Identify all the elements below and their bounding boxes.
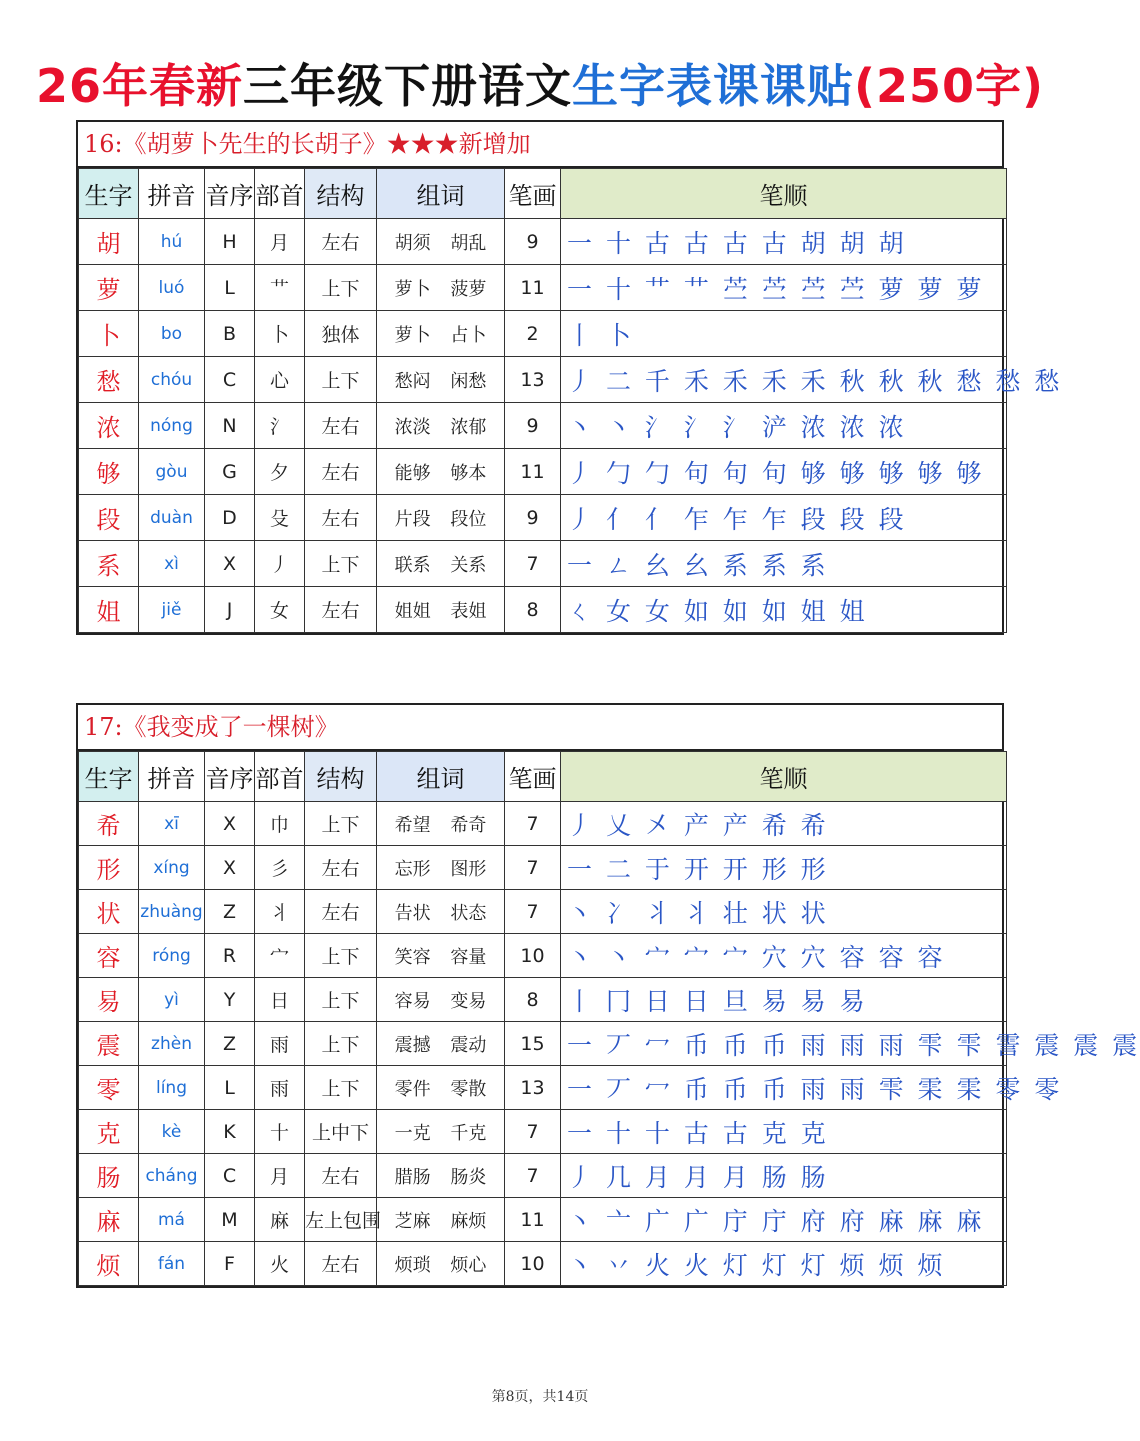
structure-cell: 左右	[305, 1242, 377, 1286]
structure-cell: 左右	[305, 587, 377, 633]
order-letter-cell: L	[205, 1066, 255, 1110]
column-header: 生字	[79, 752, 139, 802]
column-header: 笔顺	[561, 752, 1007, 802]
column-header: 结构	[305, 752, 377, 802]
order-letter-cell: Z	[205, 1022, 255, 1066]
pinyin-cell: xíng	[139, 846, 205, 890]
stroke-count-cell: 9	[505, 495, 561, 541]
stroke-order-cell: 丿 亻 亻 乍 乍 乍 段 段 段	[561, 495, 1007, 541]
structure-cell: 左右	[305, 1154, 377, 1198]
table-row	[79, 265, 1007, 311]
words-cell: 忘形 图形	[377, 846, 505, 890]
stroke-order-cell: 丿 勹 勹 句 句 句 够 够 够 够 够	[561, 449, 1007, 495]
words-cell: 能够 够本	[377, 449, 505, 495]
table-row	[79, 449, 1007, 495]
radical-cell: 夕	[255, 449, 305, 495]
column-header: 部首	[255, 752, 305, 802]
char-cell: 卜	[79, 311, 139, 357]
structure-cell: 上中下	[305, 1110, 377, 1154]
title-part-blue: 生字表课课贴	[571, 59, 854, 113]
column-header: 音序	[205, 169, 255, 219]
stroke-count-cell: 9	[505, 219, 561, 265]
pinyin-cell: chóu	[139, 357, 205, 403]
table-row	[79, 541, 1007, 587]
order-letter-cell: N	[205, 403, 255, 449]
pinyin-cell: duàn	[139, 495, 205, 541]
structure-cell: 上下	[305, 1022, 377, 1066]
title-part-red: 26年春新	[35, 59, 243, 113]
pinyin-cell: cháng	[139, 1154, 205, 1198]
order-letter-cell: R	[205, 934, 255, 978]
stroke-count-cell: 10	[505, 934, 561, 978]
lesson-heading: 17:《我变成了一棵树》	[78, 705, 1002, 751]
column-header: 笔画	[505, 169, 561, 219]
stroke-order-cell: 一 丆 冖 币 币 币 雨 雨 雫 雬 雬 零 零	[561, 1066, 1007, 1110]
pinyin-cell: zhèn	[139, 1022, 205, 1066]
structure-cell: 左右	[305, 846, 377, 890]
stroke-count-cell: 13	[505, 1066, 561, 1110]
words-cell: 萝卜 菠萝	[377, 265, 505, 311]
table-row	[79, 587, 1007, 633]
table-row	[79, 311, 1007, 357]
column-header: 生字	[79, 169, 139, 219]
stroke-order-cell: 丿 乂 㐅 产 产 希 希	[561, 802, 1007, 846]
char-cell: 胡	[79, 219, 139, 265]
words-cell: 告状 状态	[377, 890, 505, 934]
stroke-count-cell: 11	[505, 449, 561, 495]
char-cell: 浓	[79, 403, 139, 449]
radical-cell: 雨	[255, 1066, 305, 1110]
table-row	[79, 1198, 1007, 1242]
stroke-count-cell: 15	[505, 1022, 561, 1066]
radical-cell: 雨	[255, 1022, 305, 1066]
column-header: 音序	[205, 752, 255, 802]
column-header: 组词	[377, 169, 505, 219]
stroke-order-cell: ㄑ 女 女 如 如 如 姐 姐	[561, 587, 1007, 633]
structure-cell: 左右	[305, 449, 377, 495]
stroke-order-cell: 一 二 于 开 开 形 形	[561, 846, 1007, 890]
radical-cell: 心	[255, 357, 305, 403]
title-part-black: 三年级下册语文	[242, 59, 572, 113]
stroke-order-cell: 一 ㄥ 幺 幺 系 系 系	[561, 541, 1007, 587]
stroke-count-cell: 7	[505, 846, 561, 890]
order-letter-cell: X	[205, 802, 255, 846]
table-row	[79, 846, 1007, 890]
char-cell: 烦	[79, 1242, 139, 1286]
stroke-order-cell: 一 十 十 古 古 克 克	[561, 1110, 1007, 1154]
table-row	[79, 1066, 1007, 1110]
stroke-order-cell: 丨 冂 日 日 旦 易 易 易	[561, 978, 1007, 1022]
words-cell: 震撼 震动	[377, 1022, 505, 1066]
lesson-17-table	[76, 703, 1140, 1288]
stroke-order-cell: 丶 丶 氵 氵 氵 浐 浓 浓 浓	[561, 403, 1007, 449]
pinyin-cell: yì	[139, 978, 205, 1022]
structure-cell: 左右	[305, 495, 377, 541]
table-row	[79, 1110, 1007, 1154]
order-letter-cell: L	[205, 265, 255, 311]
page-title	[0, 50, 1080, 116]
character-table	[78, 751, 1140, 1286]
radical-cell: 女	[255, 587, 305, 633]
stroke-count-cell: 10	[505, 1242, 561, 1286]
words-cell: 愁闷 闲愁	[377, 357, 505, 403]
table-row	[79, 1022, 1007, 1066]
stroke-order-cell: 一 丆 冖 币 币 币 雨 雨 雨 雫 雫 霅 震 震 震	[561, 1022, 1007, 1066]
radical-cell: 丬	[255, 890, 305, 934]
structure-cell: 上下	[305, 357, 377, 403]
column-header: 结构	[305, 169, 377, 219]
radical-cell: 十	[255, 1110, 305, 1154]
structure-cell: 左右	[305, 219, 377, 265]
stroke-order-cell: 丨 卜	[561, 311, 1007, 357]
order-letter-cell: H	[205, 219, 255, 265]
stroke-order-cell: 丶 丶 宀 宀 宀 穴 穴 容 容 容	[561, 934, 1007, 978]
column-header: 笔顺	[561, 169, 1007, 219]
pinyin-cell: róng	[139, 934, 205, 978]
structure-cell: 独体	[305, 311, 377, 357]
words-cell: 胡须 胡乱	[377, 219, 505, 265]
structure-cell: 左上包围	[305, 1198, 377, 1242]
order-letter-cell: Z	[205, 890, 255, 934]
stroke-count-cell: 7	[505, 890, 561, 934]
pinyin-cell: gòu	[139, 449, 205, 495]
stroke-count-cell: 2	[505, 311, 561, 357]
words-cell: 容易 变易	[377, 978, 505, 1022]
char-cell: 姐	[79, 587, 139, 633]
words-cell: 一克 千克	[377, 1110, 505, 1154]
words-cell: 芝麻 麻烦	[377, 1198, 505, 1242]
words-cell: 浓淡 浓郁	[377, 403, 505, 449]
words-cell: 联系 关系	[377, 541, 505, 587]
column-header: 组词	[377, 752, 505, 802]
char-cell: 系	[79, 541, 139, 587]
char-cell: 震	[79, 1022, 139, 1066]
char-cell: 希	[79, 802, 139, 846]
char-cell: 肠	[79, 1154, 139, 1198]
stroke-count-cell: 9	[505, 403, 561, 449]
lesson-16-table	[76, 120, 1063, 635]
structure-cell: 上下	[305, 978, 377, 1022]
structure-cell: 上下	[305, 541, 377, 587]
order-letter-cell: X	[205, 541, 255, 587]
char-cell: 愁	[79, 357, 139, 403]
stroke-count-cell: 7	[505, 541, 561, 587]
pinyin-cell: xī	[139, 802, 205, 846]
pinyin-cell: zhuàng	[139, 890, 205, 934]
pinyin-cell: kè	[139, 1110, 205, 1154]
char-cell: 容	[79, 934, 139, 978]
pinyin-cell: hú	[139, 219, 205, 265]
structure-cell: 上下	[305, 934, 377, 978]
stroke-count-cell: 7	[505, 1154, 561, 1198]
stroke-order-cell: 丶 冫 丬 丬 壮 状 状	[561, 890, 1007, 934]
order-letter-cell: J	[205, 587, 255, 633]
table-row	[79, 934, 1007, 978]
radical-cell: 麻	[255, 1198, 305, 1242]
stroke-count-cell: 8	[505, 978, 561, 1022]
stroke-order-cell: 丿 几 月 月 月 肠 肠	[561, 1154, 1007, 1198]
radical-cell: 殳	[255, 495, 305, 541]
column-header: 拼音	[139, 752, 205, 802]
structure-cell: 上下	[305, 802, 377, 846]
column-header: 拼音	[139, 169, 205, 219]
char-cell: 麻	[79, 1198, 139, 1242]
table-row	[79, 357, 1007, 403]
radical-cell: 日	[255, 978, 305, 1022]
stroke-count-cell: 7	[505, 802, 561, 846]
lesson-heading: 16:《胡萝卜先生的长胡子》★★★新增加	[78, 122, 1002, 168]
pinyin-cell: má	[139, 1198, 205, 1242]
radical-cell: 卜	[255, 311, 305, 357]
words-cell: 零件 零散	[377, 1066, 505, 1110]
char-cell: 克	[79, 1110, 139, 1154]
table-row	[79, 1242, 1007, 1286]
stroke-count-cell: 7	[505, 1110, 561, 1154]
char-cell: 萝	[79, 265, 139, 311]
order-letter-cell: B	[205, 311, 255, 357]
order-letter-cell: M	[205, 1198, 255, 1242]
radical-cell: 宀	[255, 934, 305, 978]
radical-cell: 彡	[255, 846, 305, 890]
stroke-order-cell: 丶 丷 火 火 灯 灯 灯 烦 烦 烦	[561, 1242, 1007, 1286]
structure-cell: 上下	[305, 265, 377, 311]
stroke-order-cell: 丿 二 千 禾 禾 禾 禾 秋 秋 秋 愁 愁 愁	[561, 357, 1007, 403]
pinyin-cell: fán	[139, 1242, 205, 1286]
table-row	[79, 219, 1007, 265]
title-part-red-end: (250字)	[853, 59, 1045, 113]
order-letter-cell: K	[205, 1110, 255, 1154]
order-letter-cell: Y	[205, 978, 255, 1022]
pinyin-cell: bo	[139, 311, 205, 357]
pinyin-cell: jiě	[139, 587, 205, 633]
table-row	[79, 802, 1007, 846]
table-row	[79, 978, 1007, 1022]
pinyin-cell: xì	[139, 541, 205, 587]
radical-cell: 巾	[255, 802, 305, 846]
character-table	[78, 168, 1063, 633]
char-cell: 够	[79, 449, 139, 495]
page-footer: 第8页，共14页	[491, 1389, 589, 1405]
pinyin-cell: nóng	[139, 403, 205, 449]
order-letter-cell: C	[205, 357, 255, 403]
char-cell: 段	[79, 495, 139, 541]
char-cell: 易	[79, 978, 139, 1022]
radical-cell: 氵	[255, 403, 305, 449]
radical-cell: 艹	[255, 265, 305, 311]
stroke-order-cell: 一 十 古 古 古 古 胡 胡 胡	[561, 219, 1007, 265]
stroke-count-cell: 11	[505, 1198, 561, 1242]
words-cell: 笑容 容量	[377, 934, 505, 978]
structure-cell: 左右	[305, 403, 377, 449]
table-row	[79, 403, 1007, 449]
structure-cell: 上下	[305, 1066, 377, 1110]
table-row	[79, 495, 1007, 541]
stroke-count-cell: 8	[505, 587, 561, 633]
radical-cell: 月	[255, 219, 305, 265]
table-row	[79, 1154, 1007, 1198]
column-header: 部首	[255, 169, 305, 219]
table-row	[79, 890, 1007, 934]
structure-cell: 左右	[305, 890, 377, 934]
radical-cell: 火	[255, 1242, 305, 1286]
radical-cell: 月	[255, 1154, 305, 1198]
column-header: 笔画	[505, 752, 561, 802]
words-cell: 片段 段位	[377, 495, 505, 541]
order-letter-cell: F	[205, 1242, 255, 1286]
stroke-order-cell: 一 十 艹 艹 苎 苎 苎 苎 萝 萝 萝	[561, 265, 1007, 311]
order-letter-cell: X	[205, 846, 255, 890]
stroke-order-cell: 丶 亠 广 广 庁 庁 府 府 麻 麻 麻	[561, 1198, 1007, 1242]
order-letter-cell: G	[205, 449, 255, 495]
pinyin-cell: luó	[139, 265, 205, 311]
words-cell: 腊肠 肠炎	[377, 1154, 505, 1198]
radical-cell: 丿	[255, 541, 305, 587]
char-cell: 状	[79, 890, 139, 934]
char-cell: 形	[79, 846, 139, 890]
stroke-count-cell: 11	[505, 265, 561, 311]
order-letter-cell: C	[205, 1154, 255, 1198]
order-letter-cell: D	[205, 495, 255, 541]
pinyin-cell: líng	[139, 1066, 205, 1110]
stroke-count-cell: 13	[505, 357, 561, 403]
char-cell: 零	[79, 1066, 139, 1110]
words-cell: 萝卜 占卜	[377, 311, 505, 357]
words-cell: 烦琐 烦心	[377, 1242, 505, 1286]
words-cell: 希望 希奇	[377, 802, 505, 846]
words-cell: 姐姐 表姐	[377, 587, 505, 633]
